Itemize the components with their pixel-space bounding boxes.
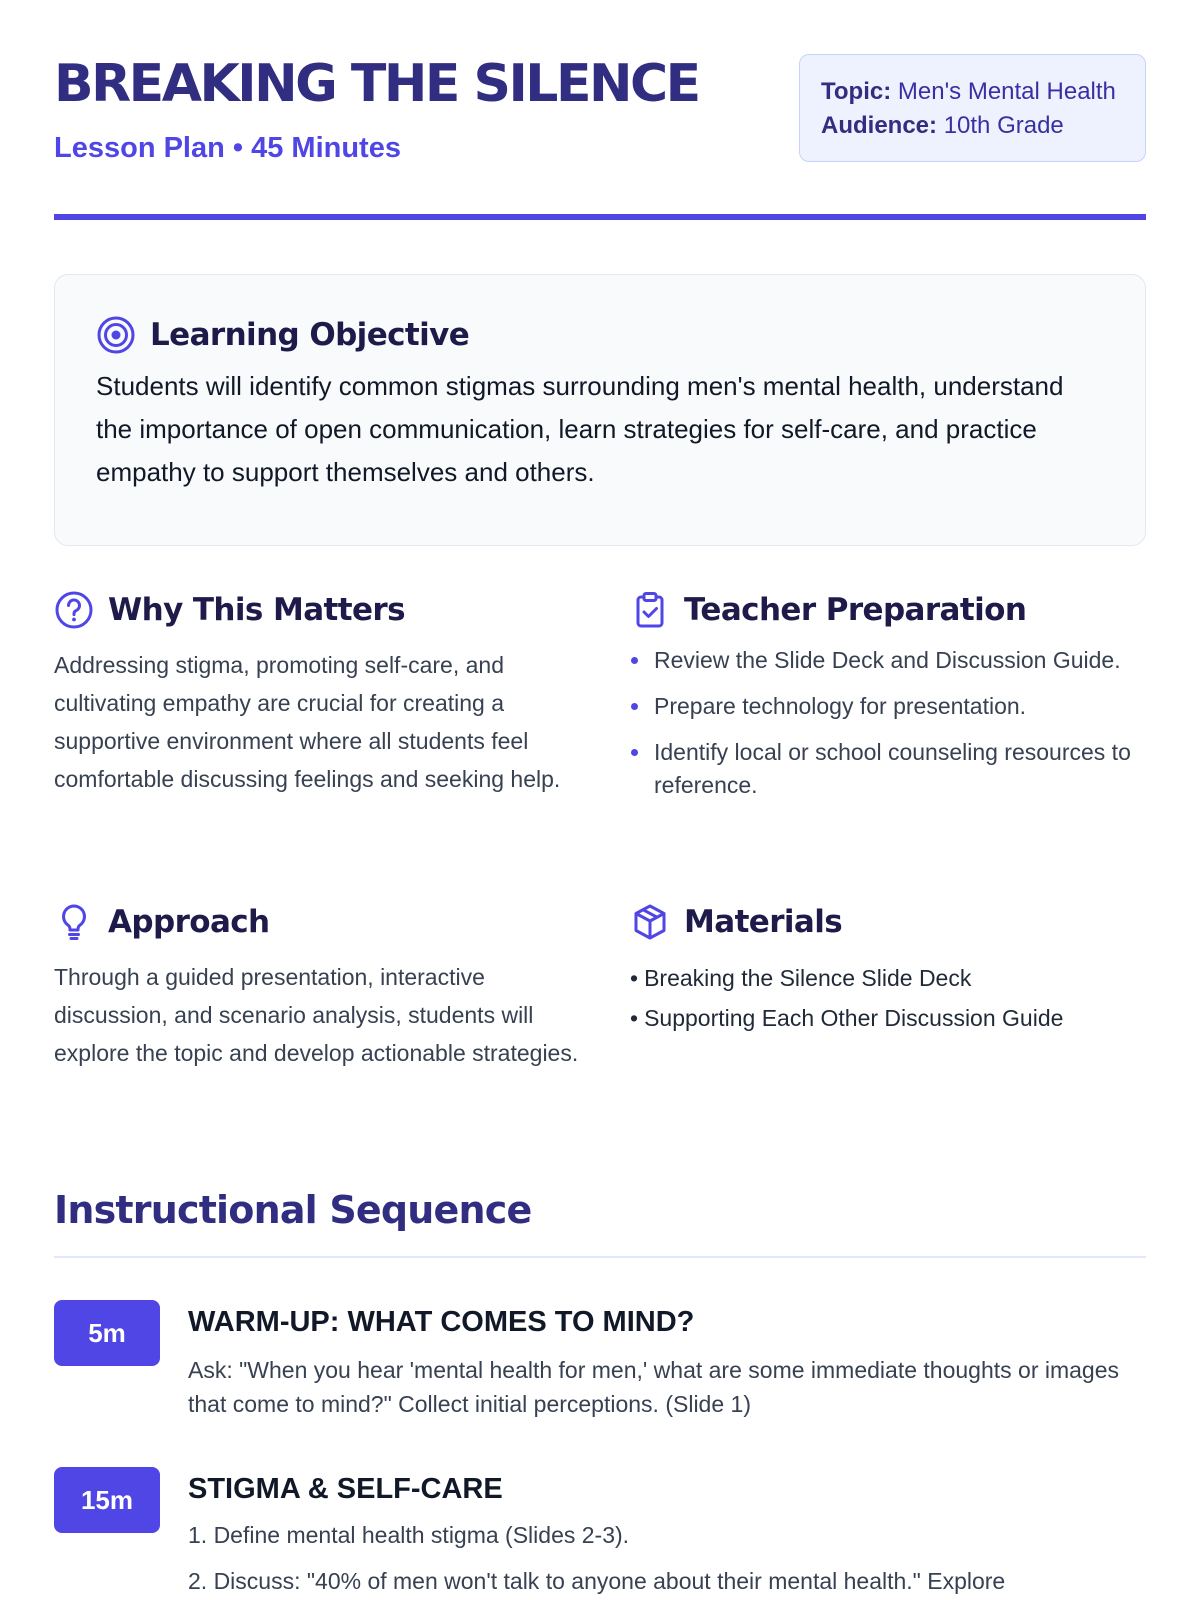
list-item: • Breaking the Silence Slide Deck (630, 958, 1146, 998)
prep-title: Teacher Preparation (684, 592, 1027, 628)
step-list (188, 1518, 1146, 1598)
step-title: STIGMA & SELF-CARE (188, 1473, 503, 1505)
materials-section (630, 900, 1146, 1038)
step-title: WARM-UP: WHAT COMES TO MIND? (188, 1306, 695, 1338)
page-title: BREAKING THE SILENCE (54, 54, 699, 114)
package-icon (630, 902, 670, 942)
list-item: 2. Discuss: "40% of men won't talk to anyone about their mental health." Explore (188, 1568, 1006, 1594)
question-circle-icon (54, 590, 94, 630)
audience-line (821, 109, 1124, 143)
why-title: Why This Matters (108, 592, 405, 628)
objective-text: Students will identify common stigmas surrounding men's mental health, understand the importance of open communication, learn strategies for self-care, and practice empathy to support themselves and others. (96, 371, 1064, 487)
prep-list (630, 644, 1146, 802)
materials-list (630, 958, 1146, 1038)
clipboard-check-icon (630, 590, 670, 630)
why-this-matters-section (54, 588, 584, 798)
sequence-divider (54, 1256, 1146, 1258)
duration-badge: 5m (54, 1300, 160, 1366)
target-icon (96, 315, 136, 355)
objective-title: Learning Objective (150, 317, 470, 353)
approach-text: Through a guided presentation, interactive discussion, and scenario analysis, students will explore the topic and develop actionable strategies. (54, 964, 579, 1066)
instructional-sequence-title: Instructional Sequence (54, 1188, 532, 1232)
lightbulb-icon (54, 902, 94, 942)
sequence-step (54, 1467, 1146, 1600)
list-item: Identify local or school counseling resources to reference. (630, 736, 1146, 802)
teacher-preparation-section (630, 588, 1146, 815)
approach-section (54, 900, 584, 1072)
lesson-meta-box (799, 54, 1146, 162)
why-text: Addressing stigma, promoting self-care, and cultivating empathy are crucial for creating a supportive environment where all students feel comfortable discussing feelings and seeking help. (54, 652, 561, 792)
header-divider (54, 214, 1146, 220)
learning-objective-card (54, 274, 1146, 546)
topic-line (821, 75, 1124, 109)
list-item: Prepare technology for presentation. (630, 690, 1146, 723)
approach-title: Approach (108, 904, 270, 940)
page-subtitle: Lesson Plan • 45 Minutes (54, 132, 401, 164)
duration-badge: 15m (54, 1467, 160, 1533)
topic-label: Topic: (821, 78, 892, 105)
audience-label: Audience: (821, 112, 938, 139)
list-item: • Supporting Each Other Discussion Guide (630, 998, 1146, 1038)
step-text: Ask: "When you hear 'mental health for men,' what are some immediate thoughts or images that come to mind?" Collect initial perceptions. (Slide 1) (188, 1357, 1120, 1417)
list-item: 1. Define mental health stigma (Slides 2-3). (188, 1522, 630, 1548)
audience-value: 10th Grade (943, 112, 1064, 139)
materials-title: Materials (684, 904, 843, 940)
topic-value: Men's Mental Health (897, 78, 1116, 105)
list-item: Review the Slide Deck and Discussion Guide. (630, 644, 1146, 677)
sequence-step (54, 1300, 1146, 1440)
